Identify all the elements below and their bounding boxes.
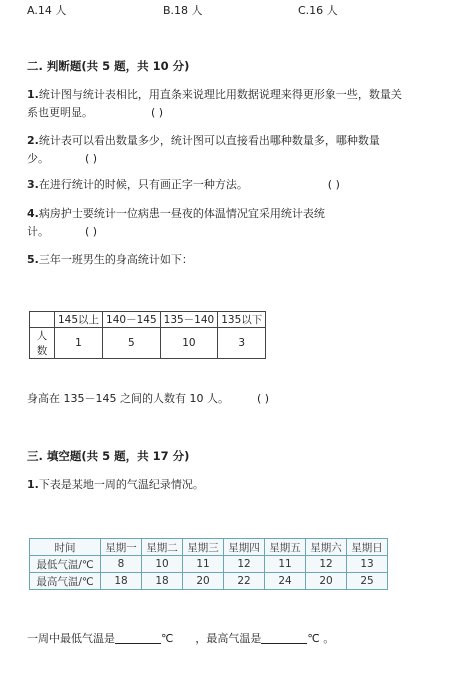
table-cell: 11 xyxy=(183,556,224,573)
temperature-table xyxy=(29,538,388,590)
table-cell: 星期三 xyxy=(183,539,224,556)
table-cell: 星期一 xyxy=(101,539,142,556)
question-number: 4. xyxy=(27,207,39,220)
answer-blank[interactable] xyxy=(261,631,307,644)
answer-parentheses[interactable]: ( ) xyxy=(84,152,98,165)
question-2-3 xyxy=(27,176,358,194)
table-header-row xyxy=(30,539,388,556)
section-2-title: 二. 判断题(共 5 题，共 10 分) xyxy=(27,59,190,73)
table-cell: 12 xyxy=(306,556,347,573)
unit-text: ℃ 。 xyxy=(307,632,335,645)
table-cell: 8 xyxy=(101,556,142,573)
fill-blank-line xyxy=(27,630,334,648)
question-text: 统计图与统计表相比，用直条来说理比用数据说理来得更形象一些，数量关 xyxy=(38,88,402,101)
question-text-cont: 计。 xyxy=(27,225,49,238)
question-number: 1. xyxy=(27,478,39,491)
question-2-1 xyxy=(27,86,402,122)
table-cell: 星期日 xyxy=(347,539,388,556)
table-header-row xyxy=(30,312,266,328)
question-2-5 xyxy=(27,251,193,269)
statement-line xyxy=(27,390,287,408)
table-cell: 5 xyxy=(103,328,161,359)
table-cell: 140－145 xyxy=(103,312,161,328)
question-number: 1. xyxy=(27,88,39,101)
question-number: 3. xyxy=(27,178,39,191)
question-text: 病房护士要统计一位病患一昼夜的体温情况宜采用统计表统 xyxy=(38,207,325,220)
answer-blank[interactable] xyxy=(115,631,161,644)
table-row xyxy=(30,328,266,359)
table-cell: 星期二 xyxy=(142,539,183,556)
question-number: 2. xyxy=(27,134,39,147)
question-2-4 xyxy=(27,205,325,241)
table-cell: 145以上 xyxy=(55,312,103,328)
table-cell: 22 xyxy=(224,573,265,590)
answer-parentheses[interactable]: ( ) xyxy=(84,225,98,238)
table-cell: 24 xyxy=(265,573,306,590)
question-text: 统计表可以看出数量多少，统计图可以直接看出哪种数量多，哪种数量 xyxy=(38,134,380,147)
table-cell: 135以下 xyxy=(218,312,266,328)
option-b: B.18 人 xyxy=(163,4,203,17)
question-number: 5. xyxy=(27,253,39,266)
table-cell: 11 xyxy=(265,556,306,573)
answer-parentheses[interactable]: ( ) xyxy=(256,392,270,405)
table-cell: 最高气温/℃ xyxy=(30,573,101,590)
table-cell: 12 xyxy=(224,556,265,573)
height-table xyxy=(29,311,266,359)
question-2-2 xyxy=(27,132,380,168)
table-cell: 10 xyxy=(142,556,183,573)
table-cell: 13 xyxy=(347,556,388,573)
fill-text: ，最高气温是 xyxy=(195,632,262,645)
table-cell: 18 xyxy=(142,573,183,590)
question-text-cont: 少。 xyxy=(27,152,49,165)
option-a: A.14 人 xyxy=(27,4,67,17)
question-text-cont: 系也更明显。 xyxy=(27,106,93,119)
table-row xyxy=(30,573,388,590)
question-3-1 xyxy=(27,476,204,494)
table-cell: 星期六 xyxy=(306,539,347,556)
table-cell: 星期四 xyxy=(224,539,265,556)
unit-text: ℃ xyxy=(161,632,174,645)
statement-text: 身高在 135－145 之间的人数有 10 人。 xyxy=(27,392,229,405)
option-c: C.16 人 xyxy=(298,4,338,17)
table-cell: 20 xyxy=(306,573,347,590)
answer-parentheses[interactable]: ( ) xyxy=(150,106,164,119)
table-cell: 1 xyxy=(55,328,103,359)
table-cell: 最低气温/℃ xyxy=(30,556,101,573)
question-text: 三年一班男生的身高统计如下： xyxy=(38,253,193,266)
fill-text: 一周中最低气温是 xyxy=(27,632,115,645)
table-cell: 人数 xyxy=(30,328,55,359)
table-cell: 3 xyxy=(218,328,266,359)
table-cell: 10 xyxy=(160,328,218,359)
table-row xyxy=(30,556,388,573)
table-cell: 时间 xyxy=(30,539,101,556)
table-cell: 18 xyxy=(101,573,142,590)
answer-parentheses[interactable]: ( ) xyxy=(327,178,340,191)
question-text: 在进行统计的时候，只有画正字一种方法。 xyxy=(38,178,248,191)
table-cell: 星期五 xyxy=(265,539,306,556)
table-cell xyxy=(30,312,55,328)
table-cell: 135－140 xyxy=(160,312,218,328)
table-cell: 20 xyxy=(183,573,224,590)
question-text: 下表是某地一周的气温纪录情况。 xyxy=(38,478,204,491)
table-cell: 25 xyxy=(347,573,388,590)
section-3-title: 三. 填空题(共 5 题，共 17 分) xyxy=(27,449,190,463)
